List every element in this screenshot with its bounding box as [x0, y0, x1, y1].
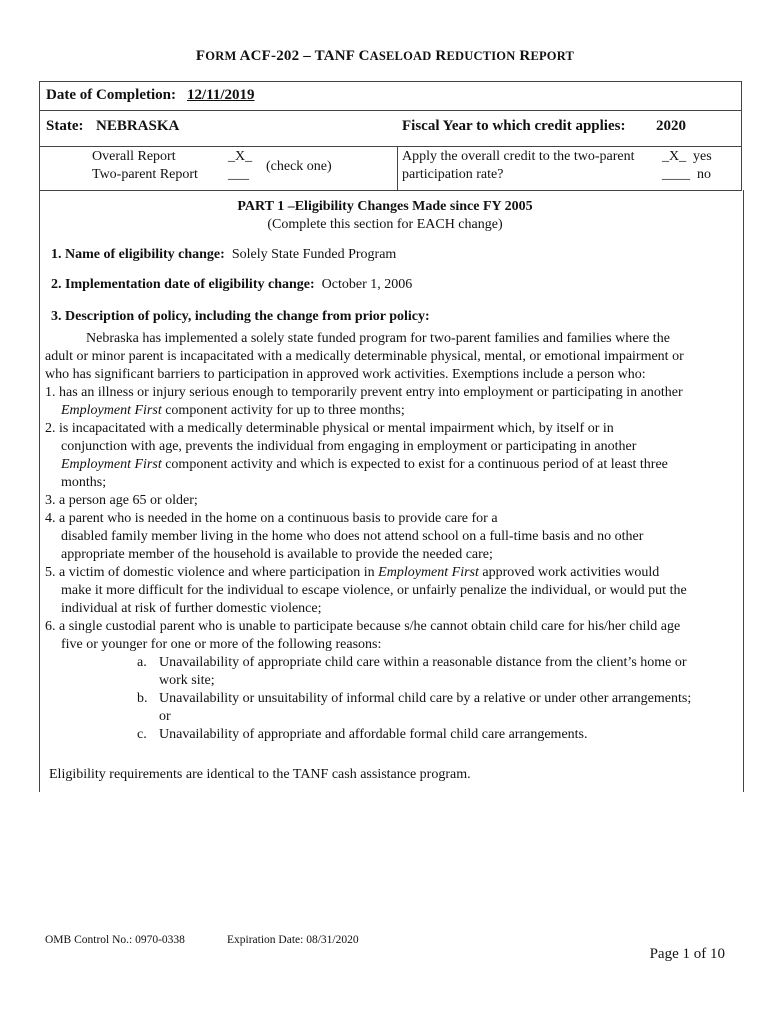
- row-divider: [397, 146, 398, 190]
- apply-credit-question: Apply the overall credit to the two-parent: [402, 149, 635, 164]
- form-title: FORM ACF-202 – TANF CASELOAD REDUCTION REPORT: [195, 48, 575, 64]
- question-1: 1. Name of eligibility change: Solely State Funded Program: [51, 247, 397, 262]
- date-row: [39, 81, 742, 111]
- page-number: Page 1 of 10: [649, 946, 725, 962]
- overall-report-check[interactable]: _X_: [228, 149, 253, 164]
- omb-control-number: OMB Control No.: 0970-0338: [45, 934, 185, 946]
- fiscal-label: Fiscal Year to which credit applies:: [402, 118, 626, 134]
- desc-line: Employment First component activity and which is expected to exist for a continuous period of at least three: [61, 457, 668, 472]
- desc-line: months;: [61, 475, 107, 490]
- fiscal-value: 2020: [656, 118, 686, 134]
- desc-line: five or younger for one or more of the following reasons:: [61, 637, 382, 652]
- desc-line: who has significant barriers to participation in approved work activities. Exemptions include a person who:: [45, 367, 646, 382]
- two-parent-report-label: Two-parent Report: [92, 167, 198, 182]
- desc-line: individual at risk of further domestic violence;: [61, 601, 322, 616]
- desc-line: Nebraska has implemented a solely state funded program for two-parent families and families where the: [86, 331, 670, 346]
- state-label: State:: [46, 118, 84, 134]
- sublist-label-c: c.: [137, 727, 147, 742]
- question-1-answer: Solely State Funded Program: [231, 247, 397, 262]
- check-one-note: (check one): [266, 159, 332, 174]
- overall-report-label: Overall Report: [92, 149, 176, 164]
- yes-check[interactable]: _X_: [662, 149, 687, 164]
- closing-statement: Eligibility requirements are identical to the TANF cash assistance program.: [49, 767, 471, 782]
- desc-line: adult or minor parent is incapacitated with a medically determinable physical, mental, or emotional impairment or: [45, 349, 684, 364]
- desc-line: appropriate member of the household is available to provide the needed care;: [61, 547, 493, 562]
- desc-line: 6. a single custodial parent who is unable to participate because s/he cannot obtain child care for his/her child age: [45, 619, 681, 634]
- part1-heading: PART 1 –Eligibility Changes Made since FY 2005 (Complete this section for EACH change): [237, 199, 533, 232]
- sublist-item-a: Unavailability of appropriate child care within a reasonable distance from the client’s home or: [159, 655, 687, 670]
- desc-line: Employment First component activity for up to three months;: [61, 403, 405, 418]
- date-label: Date of Completion:: [46, 87, 176, 103]
- part1-subheading: (Complete this section for EACH change): [267, 217, 503, 232]
- two-parent-report-check[interactable]: ___: [228, 167, 249, 182]
- report-type-row: [39, 146, 742, 191]
- desc-line: 2. is incapacitated with a medically determinable physical or mental impairment which, by itself or in: [45, 421, 614, 436]
- desc-line: disabled family member living in the home who does not attend school on a full-time basis and no other: [61, 529, 644, 544]
- state-value: NEBRASKA: [96, 118, 180, 134]
- desc-line: 3. a person age 65 or older;: [45, 493, 198, 508]
- desc-line: 5. a victim of domestic violence and where participation in Employment First approved work activities would: [45, 565, 660, 580]
- question-3: 3. Description of policy, including the change from prior policy:: [51, 309, 430, 324]
- question-2-answer: October 1, 2006: [321, 277, 413, 292]
- date-value: 12/11/2019: [187, 87, 255, 103]
- expiration-date: Expiration Date: 08/31/2020: [227, 934, 359, 946]
- question-2: 2. Implementation date of eligibility change: October 1, 2006: [51, 277, 413, 292]
- desc-line: make it more difficult for the individual to escape violence, or unfairly penalize the individual, or would put the: [61, 583, 687, 598]
- desc-line: 4. a parent who is needed in the home on a continuous basis to provide care for a: [45, 511, 498, 526]
- state-row: [39, 110, 742, 147]
- yes-label: yes: [693, 149, 712, 164]
- apply-credit-question-cont: participation rate?: [402, 167, 504, 182]
- no-label: no: [697, 167, 711, 182]
- sublist-item-a-cont: work site;: [159, 673, 215, 688]
- sublist-item-b-cont: or: [159, 709, 171, 724]
- sublist-item-c: Unavailability of appropriate and affordable formal child care arrangements.: [159, 727, 588, 742]
- no-check[interactable]: ____: [662, 167, 690, 182]
- sublist-label-a: a.: [137, 655, 147, 670]
- desc-line: 1. has an illness or injury serious enough to temporarily prevent entry into employment or participating in another: [45, 385, 683, 400]
- sublist-label-b: b.: [137, 691, 148, 706]
- sublist-item-b: Unavailability or unsuitability of informal child care by a relative or under other arrangements;: [159, 691, 692, 706]
- desc-line: conjunction with age, prevents the individual from engaging in employment or participating in another: [61, 439, 637, 454]
